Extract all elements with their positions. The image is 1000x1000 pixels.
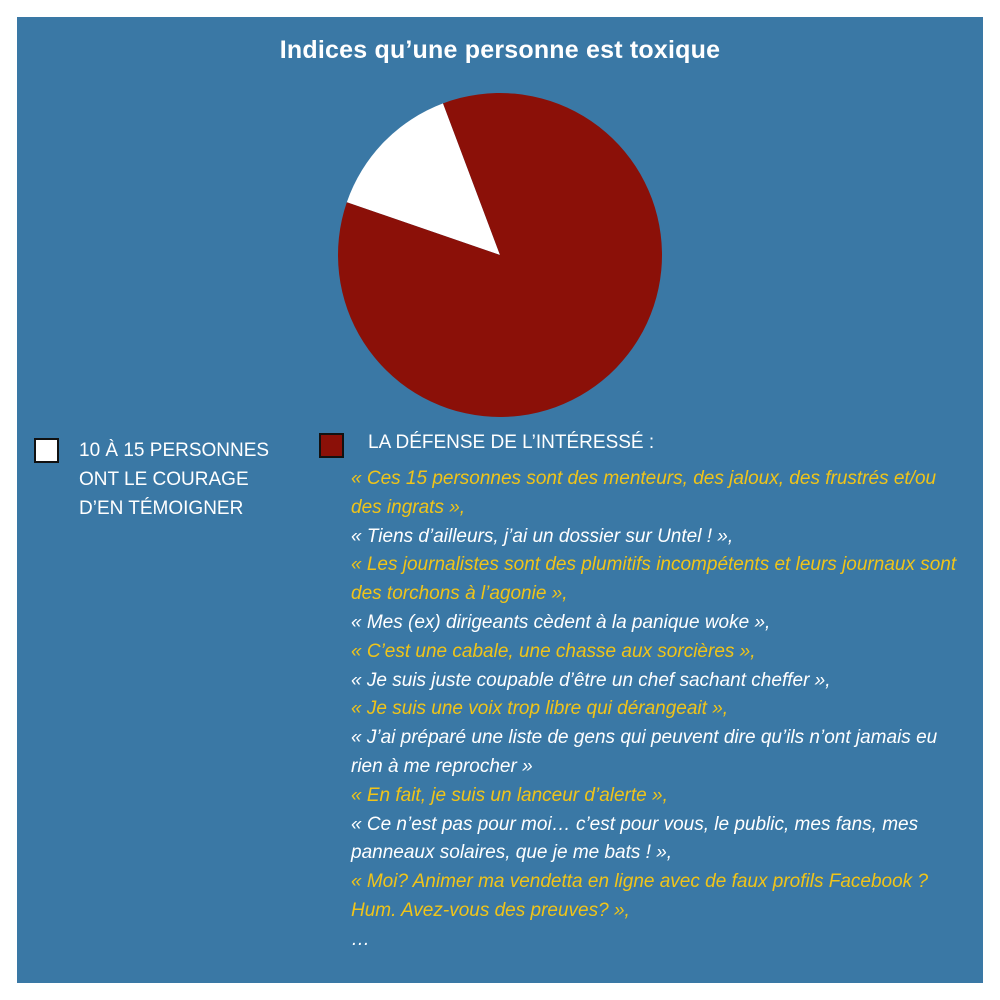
quote-item: « Je suis une voix trop libre qui dérangeait », (351, 698, 729, 720)
legend-label-white: 10 À 15 PERSONNES ONT LE COURAGE D’EN TÉMOIGNER (79, 440, 270, 519)
quote-item: « Je suis juste coupable d’être un chef sachant cheffer », (351, 669, 831, 691)
legend-label-red: LA DÉFENSE DE L’INTÉRESSÉ : (368, 432, 655, 453)
quote-item: « Les journalistes sont des plumitifs incompétents et leurs journaux sont des torchons à l’agonie », (351, 554, 957, 605)
quote-item: « Ces 15 personnes sont des menteurs, des jaloux, des frustrés et/ou des ingrats », (351, 468, 937, 518)
quote-item: « Moi? Animer ma vendetta en ligne avec de faux profils Facebook ? Hum. Avez-vous des preuves? », (351, 871, 929, 921)
quote-item: … (351, 928, 370, 950)
quote-item: « J’ai préparé une liste de gens qui peuvent dire qu’ils n’ont jamais eu rien à me reprocher » (351, 727, 938, 777)
defense-quotes-list (351, 465, 963, 955)
quote-item: « Mes (ex) dirigeants cèdent à la panique woke », (351, 611, 771, 633)
quote-item: « C’est une cabale, une chasse aux sorcières », (351, 640, 756, 662)
quote-item: « Tiens d’ailleurs, j’ai un dossier sur Untel ! », (351, 525, 734, 547)
legend-swatch-red (319, 433, 344, 458)
quote-item: « Ce n’est pas pour moi… c’est pour vous, le public, mes fans, mes panneaux solaires, que je me bats ! », (351, 813, 919, 864)
chart-title: Indices qu’une personne est toxique (279, 36, 721, 64)
quote-item: « En fait, je suis un lanceur d’alerte », (351, 784, 668, 806)
legend-swatch-white (34, 438, 59, 463)
